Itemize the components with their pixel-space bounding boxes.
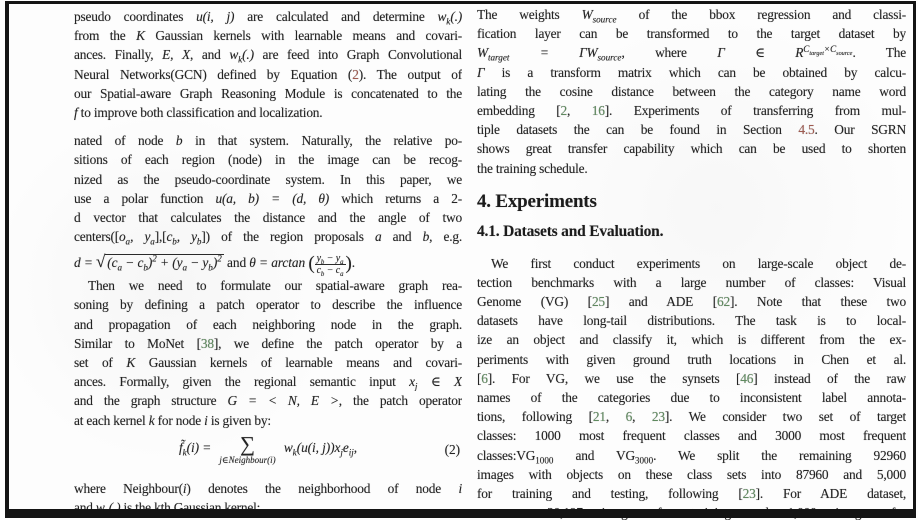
text-segment: $W_{target} = \Gamma W_{source}$ bbox=[477, 45, 622, 63]
text-segment: Neural Networks(GCN) defined by Equation ( bbox=[74, 66, 353, 82]
text-segment: ],[ bbox=[154, 229, 167, 245]
text-segment: Gaussian kernels with learnable means and covari- bbox=[144, 28, 462, 44]
text-line bbox=[74, 227, 462, 246]
text-segment: shows great transfer capability which can be used to shorten bbox=[477, 141, 906, 157]
text-segment: which returns a 2- bbox=[329, 190, 462, 206]
text-segment: the training schedule. bbox=[477, 160, 588, 176]
text-segment: where Neighbour( bbox=[74, 480, 183, 496]
citation: 46 bbox=[740, 370, 754, 386]
paragraph bbox=[477, 5, 906, 178]
equation-rhs: $w_k(u(i$, $j))x_je_{ij}$, bbox=[283, 440, 358, 458]
text-segment: The weights bbox=[477, 7, 582, 22]
text-segment: nized as the pseudo-coordinate system. In this paper, we bbox=[74, 171, 462, 187]
citation: 6 bbox=[481, 370, 488, 386]
citation: 16 bbox=[591, 102, 605, 118]
text-segment: are calculated and determine bbox=[234, 9, 438, 24]
right-column bbox=[477, 5, 906, 520]
sum-operator bbox=[219, 431, 276, 465]
text-segment: ]. For ADE dataset, bbox=[755, 485, 906, 501]
text-segment: ]. We consider two set of target bbox=[664, 409, 906, 425]
text-segment: centers([ bbox=[74, 229, 120, 245]
section-heading: 4. Experiments bbox=[477, 190, 597, 212]
text-line bbox=[477, 63, 906, 82]
text-segment: , where bbox=[621, 45, 718, 61]
text-line bbox=[477, 446, 906, 465]
text-segment: u(a, b) = (d, θ) bbox=[215, 190, 330, 206]
equation-period: . bbox=[351, 255, 355, 271]
text-segment: ances. Formally, given the regional semantic input bbox=[74, 374, 410, 390]
text-line bbox=[477, 82, 906, 101]
text-segment: are feed into Graph Convolutional bbox=[253, 47, 462, 63]
text-segment: b bbox=[422, 229, 430, 245]
text-segment: ]. For VG, we use the synsets [ bbox=[487, 370, 741, 386]
sigma-icon: ∑ bbox=[240, 431, 255, 456]
paragraph bbox=[74, 276, 462, 430]
text-line bbox=[74, 150, 462, 169]
text-line bbox=[74, 411, 462, 430]
text-segment: and bbox=[74, 499, 96, 515]
text-segment: images with objects on these class sets into 87960 and 5,000 bbox=[477, 466, 906, 482]
text-segment: k bbox=[148, 412, 155, 428]
text-segment: nated of node bbox=[74, 133, 176, 149]
section-reference: 4.5 bbox=[798, 122, 815, 138]
text-segment: , bbox=[567, 102, 592, 118]
text-segment: ]. Note that these two bbox=[729, 294, 906, 310]
text-line bbox=[477, 159, 906, 178]
text-segment: . Our SGRN bbox=[814, 122, 906, 138]
text-line bbox=[74, 7, 462, 26]
text-line bbox=[477, 330, 906, 349]
text-line bbox=[477, 503, 906, 520]
citation: 6 bbox=[625, 409, 633, 425]
text-segment: is the kth Gaussian kernel: bbox=[120, 499, 261, 515]
text-segment: $c_b$, $y_b$ bbox=[166, 229, 202, 247]
text-segment: tection benchmarks with a large number of classes: Visual bbox=[477, 274, 906, 290]
text-line bbox=[74, 479, 462, 498]
text-line bbox=[477, 407, 906, 426]
fraction-numerator: $y_b - y_a$ bbox=[316, 252, 344, 266]
text-segment: lating the cosine distance between the category name word bbox=[477, 83, 906, 99]
text-segment: Γ bbox=[477, 64, 485, 80]
square-root bbox=[96, 248, 224, 277]
citation: 2 bbox=[560, 102, 568, 118]
text-line bbox=[74, 103, 462, 122]
text-segment: , e.g. bbox=[429, 229, 462, 245]
text-segment: use a polar function bbox=[74, 190, 216, 206]
text-segment: , and bbox=[190, 47, 230, 63]
text-segment: ] and ADE [ bbox=[604, 294, 717, 310]
text-segment: $W_{source}$ bbox=[581, 7, 617, 25]
text-segment: Gaussian kernels of learnable means and covari- bbox=[135, 355, 462, 370]
text-line bbox=[74, 498, 462, 517]
text-line bbox=[477, 465, 906, 484]
text-segment: set of bbox=[74, 355, 127, 370]
text-segment: K bbox=[126, 355, 136, 370]
text-line bbox=[477, 369, 906, 388]
equation-theta: θ = arctan bbox=[249, 255, 306, 271]
text-line bbox=[477, 388, 906, 407]
text-segment: $w_k(.)$ bbox=[437, 9, 462, 27]
citation: 23 bbox=[651, 409, 665, 425]
text-line bbox=[74, 26, 462, 45]
close-paren: ) bbox=[345, 253, 352, 275]
citation: 25 bbox=[591, 294, 605, 310]
sum-limits: j∈Neighbour(i) bbox=[219, 454, 276, 465]
text-segment: fication layer can be transformed to the target dataset by bbox=[477, 26, 906, 42]
fraction-denominator: $c_b - c_a$ bbox=[316, 264, 344, 278]
text-segment: in that system. Naturally, the relative po- bbox=[182, 133, 462, 149]
text-line bbox=[477, 43, 906, 62]
text-line bbox=[477, 101, 906, 120]
section-reference: 2 bbox=[352, 66, 359, 82]
text-segment: our Spatial-aware Graph Reasoning Module is concatenated to the bbox=[74, 85, 462, 101]
text-line bbox=[477, 273, 906, 292]
text-segment: , the patch operator bbox=[338, 393, 462, 409]
text-segment: E, X bbox=[162, 47, 191, 63]
text-segment: i bbox=[204, 412, 208, 428]
paragraph bbox=[74, 7, 462, 122]
text-segment: ]. Experiments of transferring from mul- bbox=[604, 102, 906, 118]
text-segment: b bbox=[175, 133, 183, 149]
text-segment: f bbox=[74, 104, 78, 120]
text-segment: embedding [ bbox=[477, 102, 561, 118]
equation-number: (2) bbox=[444, 441, 460, 457]
text-line bbox=[74, 391, 462, 410]
text-segment: Γ ∈ $R^{C_{target}\times C_{source}}$ bbox=[717, 43, 853, 61]
radicand: $(c_a - c_b)^2 + (y_a - y_b)^2$ bbox=[107, 253, 222, 273]
text-segment: $classes:VG_{1000}$ and $VG_{3000}$. We split the remaining 92960 bbox=[477, 447, 906, 465]
text-segment: u(i, j) bbox=[196, 9, 235, 24]
text-line bbox=[74, 65, 462, 84]
citation: 21 bbox=[592, 409, 606, 425]
radical-sign: √ bbox=[96, 252, 106, 272]
text-segment: datasets have long-tail distributions. The task is to local- bbox=[477, 313, 906, 329]
text-line bbox=[74, 315, 462, 334]
text-segment: and bbox=[381, 229, 423, 245]
text-segment: and the graph structure bbox=[74, 393, 228, 409]
text-line bbox=[477, 350, 906, 369]
text-line bbox=[74, 295, 462, 314]
text-segment: . The bbox=[852, 45, 906, 61]
text-line bbox=[74, 84, 462, 103]
text-segment: i bbox=[458, 480, 462, 496]
equation-distance bbox=[74, 248, 462, 276]
text-line bbox=[74, 189, 462, 208]
text-segment: sitions of each region (node) in the image can be recog- bbox=[74, 152, 462, 168]
text-line bbox=[477, 139, 906, 158]
citation: 23 bbox=[742, 485, 756, 501]
text-segment: ]) of the region proposals bbox=[201, 229, 375, 245]
text-segment: G = < N, E > bbox=[227, 393, 339, 409]
text-segment: ize an object and classify it, which is different from the ex- bbox=[477, 332, 906, 348]
fraction bbox=[315, 253, 346, 276]
open-paren: ( bbox=[308, 253, 315, 275]
text-segment: $o_a$, $y_a$ bbox=[119, 229, 155, 247]
text-segment: , bbox=[632, 409, 652, 425]
text-segment: for node bbox=[154, 412, 205, 428]
subsection-heading: 4.1. Datasets and Evaluation. bbox=[477, 222, 664, 240]
text-segment: ). The output of bbox=[358, 66, 462, 82]
text-segment: K bbox=[136, 28, 145, 44]
text-segment: soning by defining a patch operator to describe the influence bbox=[74, 297, 462, 313]
text-segment: tiple datasets the can be found in Section bbox=[477, 122, 799, 138]
text-segment: d vector that calculates the distance and the angle of two bbox=[74, 209, 462, 225]
text-line bbox=[74, 45, 462, 64]
text-segment: is a transform matrix which can be obtained by calcu- bbox=[484, 64, 906, 80]
text-segment: ], we define the patch operator by a bbox=[213, 335, 462, 351]
text-segment: we use 20,197 images for training and 1,000 images for bbox=[477, 505, 906, 520]
equation-lhs: d = bbox=[74, 255, 93, 271]
text-segment: is given by: bbox=[207, 412, 271, 428]
text-line bbox=[477, 292, 906, 311]
text-segment: $w_k(.)$ bbox=[229, 47, 254, 65]
text-segment: classes: 1000 most frequent classes and 3000 most frequent bbox=[477, 428, 906, 444]
text-segment: a bbox=[374, 229, 382, 245]
text-segment: periments with given ground truth locations in Chen et al. bbox=[477, 351, 906, 367]
text-segment: , bbox=[605, 409, 626, 425]
text-segment: We first conduct experiments on large-scale object de- bbox=[491, 255, 906, 271]
text-line bbox=[477, 120, 906, 139]
text-segment: to improve both classification and localization. bbox=[77, 104, 323, 120]
text-segment: names of the categories due to inconsistent label annota- bbox=[477, 390, 906, 405]
text-segment: ] instead of the raw bbox=[753, 370, 906, 386]
text-segment: of the bbox regression and classi- bbox=[616, 7, 906, 22]
text-segment: $w_k(.)$ bbox=[95, 499, 121, 518]
text-segment: from the bbox=[74, 28, 137, 44]
text-line bbox=[74, 372, 462, 391]
text-segment: ) denotes the neighborhood of node bbox=[186, 480, 459, 496]
text-segment: Genome (VG) [ bbox=[477, 294, 592, 310]
text-segment: i bbox=[182, 480, 187, 496]
text-line bbox=[74, 131, 462, 150]
text-segment: at each kernel bbox=[74, 412, 149, 428]
text-line bbox=[477, 311, 906, 330]
text-segment: and propagation of each neighboring node in the graph. bbox=[74, 316, 462, 332]
text-line bbox=[74, 276, 462, 295]
text-line bbox=[477, 24, 906, 43]
equation-lhs: $f̃_k(i)$ = bbox=[178, 440, 212, 458]
paragraph bbox=[477, 254, 906, 520]
text-segment: ances. Finally, bbox=[74, 47, 163, 63]
paragraph bbox=[74, 131, 462, 246]
citation: 38 bbox=[200, 335, 214, 351]
text-line bbox=[477, 426, 906, 445]
text-segment: for training and testing, following [ bbox=[477, 485, 743, 501]
text-line bbox=[477, 5, 906, 24]
text-line bbox=[74, 353, 462, 372]
citation: 62 bbox=[716, 294, 730, 310]
text-segment: pseudo coordinates bbox=[74, 9, 197, 24]
text-line bbox=[74, 208, 462, 227]
left-column bbox=[74, 7, 462, 517]
equation-text: and bbox=[223, 255, 250, 271]
text-segment: tions, following [ bbox=[477, 409, 593, 425]
equation-patch-operator bbox=[74, 432, 462, 474]
text-segment: Similar to MoNet [ bbox=[74, 335, 201, 351]
text-line bbox=[74, 334, 462, 353]
text-line bbox=[74, 170, 462, 189]
text-line bbox=[477, 254, 906, 273]
paragraph bbox=[74, 479, 462, 517]
text-segment: $x_j$ ∈ X bbox=[409, 374, 462, 392]
text-segment: [ bbox=[477, 370, 482, 386]
text-line bbox=[477, 484, 906, 503]
text-segment: Then we need to formulate our spatial-aware graph rea- bbox=[88, 278, 462, 294]
